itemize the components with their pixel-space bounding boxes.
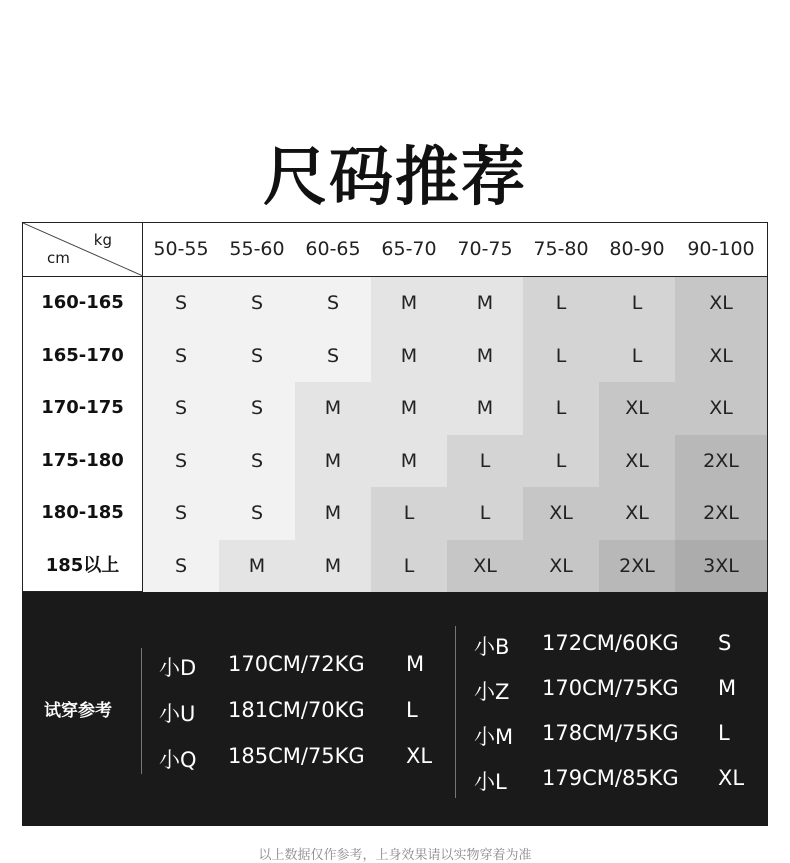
size-cell: S	[143, 487, 219, 540]
model-measurements: 172CM/60KG	[542, 631, 679, 655]
size-cell: M	[447, 277, 523, 330]
size-cell: L	[447, 435, 523, 488]
size-cell: L	[599, 277, 675, 330]
height-range-label: 160-165	[23, 277, 143, 330]
size-cell: S	[143, 277, 219, 330]
size-cell: 2XL	[675, 487, 767, 540]
size-cell: M	[371, 435, 447, 488]
model-measurements: 181CM/70KG	[228, 698, 365, 722]
weight-range-header: 90-100	[687, 238, 755, 260]
height-range-label: 185以上	[23, 540, 143, 593]
table-corner-cell	[23, 223, 143, 276]
size-cell: M	[447, 382, 523, 435]
size-cell: XL	[675, 382, 767, 435]
size-cell: M	[219, 540, 295, 593]
model-measurements: 170CM/75KG	[542, 676, 679, 700]
weight-range-header: 60-65	[305, 238, 361, 260]
model-size: L	[406, 698, 418, 722]
size-cell: L	[523, 277, 599, 330]
model-measurements: 185CM/75KG	[228, 744, 365, 768]
height-range-label: 175-180	[23, 435, 143, 488]
divider-right	[455, 626, 456, 798]
model-size: XL	[406, 744, 433, 768]
model-measurements: 179CM/85KG	[542, 766, 679, 790]
size-cell: M	[447, 330, 523, 383]
size-cell: L	[523, 435, 599, 488]
model-size: L	[718, 721, 730, 745]
size-cell: L	[523, 330, 599, 383]
try-on-label: 试穿参考	[44, 701, 112, 721]
size-cell: XL	[599, 382, 675, 435]
weight-range-header: 55-60	[229, 238, 285, 260]
model-size: S	[718, 631, 732, 655]
weight-range-header: 80-90	[609, 238, 665, 260]
weight-range-header: 50-55	[153, 238, 209, 260]
size-cell: M	[295, 382, 371, 435]
try-on-reference-panel	[22, 592, 768, 826]
size-cell: XL	[675, 330, 767, 383]
size-cell: S	[143, 382, 219, 435]
model-name: 小L	[474, 770, 507, 794]
model-size: M	[718, 676, 737, 700]
size-cell: S	[219, 435, 295, 488]
footnote: 以上数据仅作参考，上身效果请以实物穿着为准	[258, 848, 532, 863]
model-name: 小D	[159, 656, 197, 680]
model-name: 小B	[474, 635, 510, 659]
size-cell: XL	[447, 540, 523, 593]
weight-unit-label: kg	[93, 231, 112, 249]
size-cell: M	[295, 540, 371, 593]
model-name: 小U	[159, 702, 196, 726]
height-unit-label: cm	[47, 249, 70, 267]
diagonal-divider-icon	[23, 223, 143, 276]
model-size: M	[406, 652, 425, 676]
size-cell: XL	[523, 487, 599, 540]
size-cell: L	[371, 540, 447, 593]
size-chart-table	[22, 222, 768, 592]
height-range-label: 165-170	[23, 330, 143, 383]
page-title: 尺码推荐	[263, 141, 527, 215]
model-measurements: 170CM/72KG	[228, 652, 365, 676]
size-cell: XL	[523, 540, 599, 593]
weight-range-header: 70-75	[457, 238, 513, 260]
size-cell: S	[219, 382, 295, 435]
size-cell: M	[371, 330, 447, 383]
model-size: XL	[718, 766, 745, 790]
size-cell: XL	[675, 277, 767, 330]
size-cell: L	[599, 330, 675, 383]
weight-range-header: 65-70	[381, 238, 437, 260]
size-cell: S	[295, 277, 371, 330]
height-range-label: 170-175	[23, 382, 143, 435]
size-cell: S	[219, 487, 295, 540]
size-cell: 2XL	[599, 540, 675, 593]
size-cell: XL	[599, 487, 675, 540]
size-cell: S	[143, 330, 219, 383]
table-header-row	[23, 223, 767, 277]
size-cell: L	[523, 382, 599, 435]
height-range-label: 180-185	[23, 487, 143, 540]
size-cell: S	[219, 330, 295, 383]
model-measurements: 178CM/75KG	[542, 721, 679, 745]
size-cell: 3XL	[675, 540, 767, 593]
size-cell: S	[143, 435, 219, 488]
divider-left	[141, 648, 142, 774]
model-name: 小Z	[474, 680, 510, 704]
weight-range-header: 75-80	[533, 238, 589, 260]
size-cell: S	[219, 277, 295, 330]
model-name: 小M	[474, 725, 514, 749]
size-cell: M	[371, 382, 447, 435]
size-cell: XL	[599, 435, 675, 488]
size-cell: M	[295, 435, 371, 488]
model-name: 小Q	[159, 748, 197, 772]
size-cell: S	[143, 540, 219, 593]
size-cell: L	[447, 487, 523, 540]
size-cell: 2XL	[675, 435, 767, 488]
size-cell: M	[295, 487, 371, 540]
size-cell: M	[371, 277, 447, 330]
size-cell: L	[371, 487, 447, 540]
size-cell: S	[295, 330, 371, 383]
